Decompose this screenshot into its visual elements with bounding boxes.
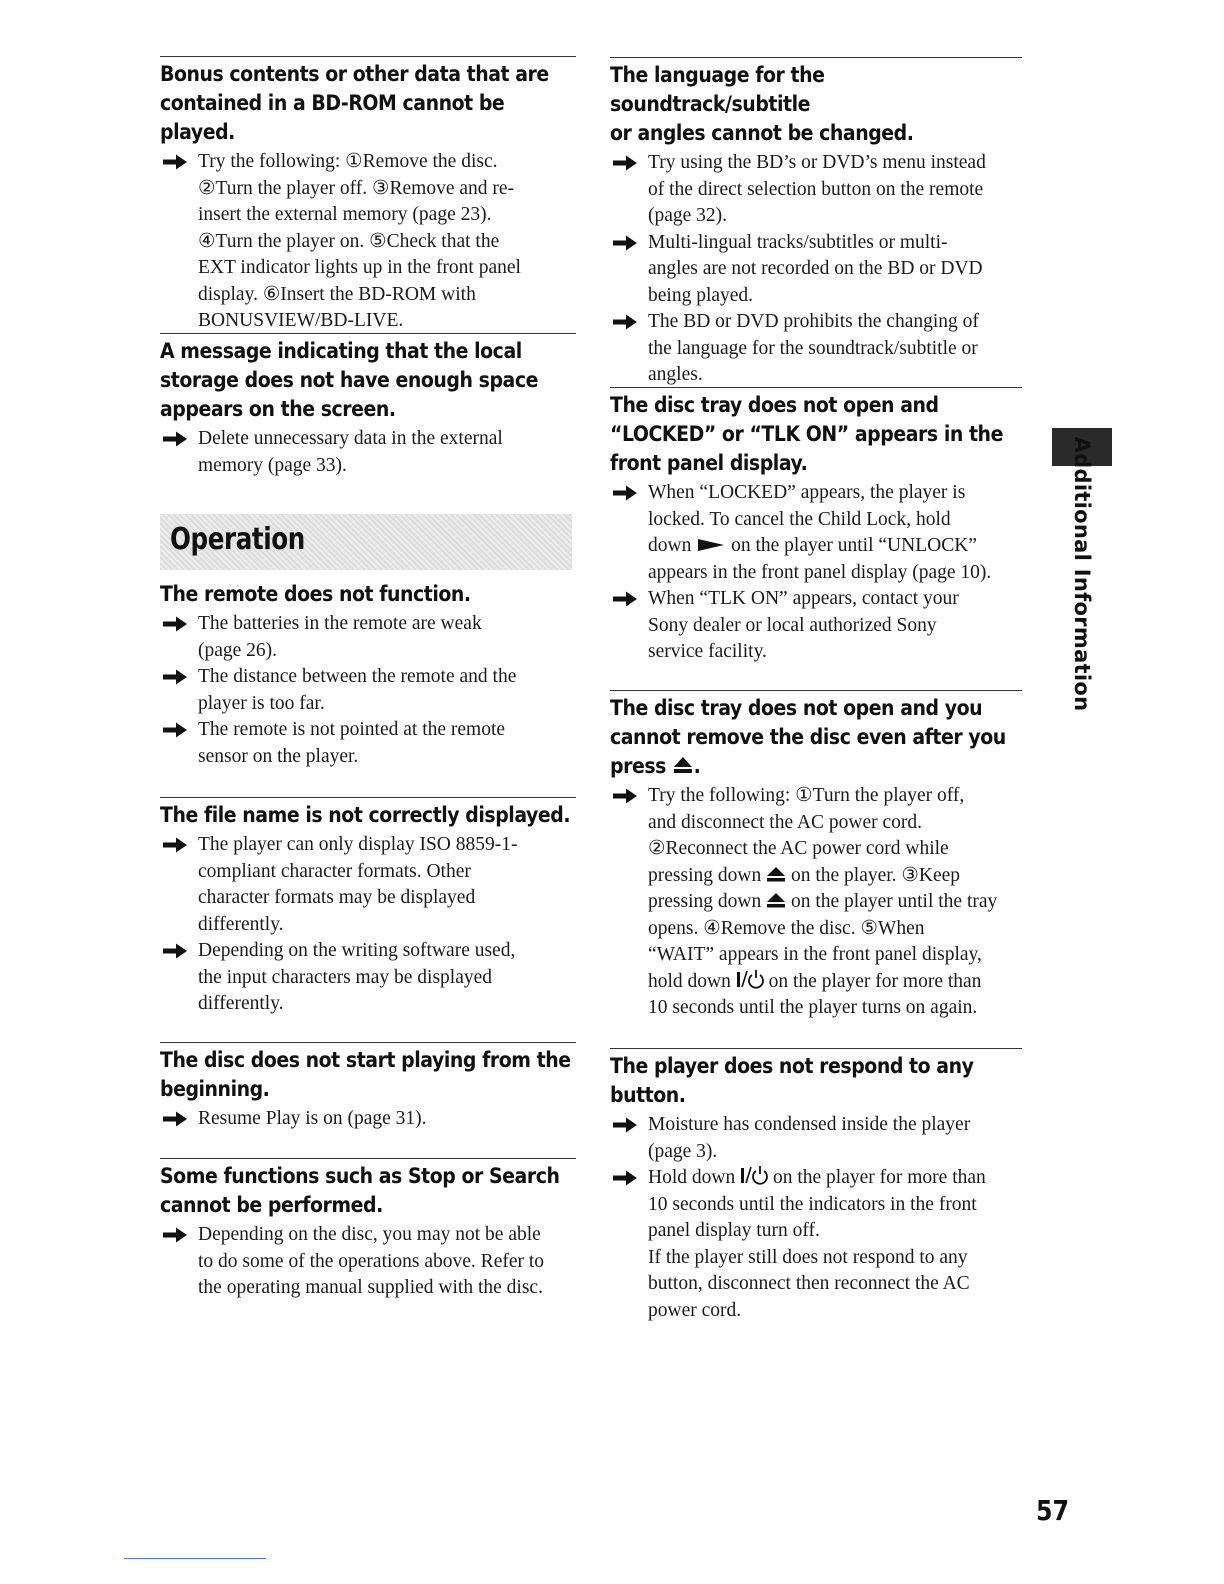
right-arrow-icon: [612, 484, 638, 502]
list-item: Depending on the writing software used, the input characters may be displayed differently.: [160, 938, 576, 1018]
eject-icon: [766, 892, 786, 909]
eject-icon: [672, 755, 694, 775]
right-arrow-icon: [612, 154, 638, 172]
list-item: The batteries in the remote are weak (page 26).: [160, 611, 576, 664]
play-icon: [696, 537, 726, 553]
right-arrow-icon: [612, 787, 638, 805]
right-arrow-icon: [162, 1110, 188, 1128]
list-item: Hold down on the player for more than 10 seconds until the indicators in the front panel display turn off.: [610, 1165, 1022, 1245]
section-heading: The disc does not start playing from the beginning.: [160, 1048, 571, 1101]
section-divider: [610, 1048, 1022, 1049]
list-item: When “LOCKED” appears, the player is locked. To cancel the Child Lock, hold down on the player until “UNLOCK” appears in the front panel display (page 10).: [610, 480, 1022, 586]
section-no-response: [610, 1048, 1022, 1324]
right-arrow-icon: [162, 430, 188, 448]
section-language: [610, 57, 1022, 389]
section-heading: The remote does not function.: [160, 582, 471, 606]
footer-divider: [124, 1558, 266, 1559]
right-arrow-icon: [162, 153, 188, 171]
chapter-side-label: Additional Information: [1070, 436, 1094, 712]
right-arrow-icon: [162, 942, 188, 960]
page-number: 57: [1036, 1494, 1070, 1527]
list-item: When “TLK ON” appears, contact your Sony dealer or local authorized Sony service facility.: [610, 586, 1022, 666]
section-heading: Bonus contents or other data that are contained in a BD-ROM cannot be played.: [160, 62, 549, 144]
right-arrow-icon: [612, 1116, 638, 1134]
list-item: Multi-lingual tracks/subtitles or multi- angles are not recorded on the BD or DVD being played.: [610, 230, 1022, 310]
power-icon: [740, 1165, 768, 1185]
right-arrow-icon: [162, 721, 188, 739]
right-arrow-icon: [162, 668, 188, 686]
list-item: Moisture has condensed inside the player (page 3).: [610, 1112, 1022, 1165]
section-tray-locked: [610, 387, 1022, 666]
note-paragraph: If the player still does not respond to any button, disconnect then reconnect the AC power cord.: [648, 1246, 970, 1321]
section-file-name: [160, 797, 576, 1018]
section-heading: The disc tray does not open and “LOCKED” or “TLK ON” appears in the front panel display.: [610, 393, 1003, 475]
section-stop-search: [160, 1158, 576, 1302]
list-item: Try the following: ①Turn the player off, and disconnect the AC power cord. ②Reconnect the AC power cord while pressing down on the player. ③Keep pressing down on the player until the tray opens. ④Remove the disc. ⑤When “WAIT” appears in the front panel display, hold down on the player for more than 10 seconds until the player turns on again.: [610, 783, 1022, 1022]
eject-icon: [766, 866, 786, 883]
section-heading: The language for the soundtrack/subtitle or angles cannot be changed.: [610, 63, 914, 145]
section-bonus-contents: [160, 56, 576, 335]
list-item: The player can only display ISO 8859-1- compliant character formats. Other character formats may be displayed differently.: [160, 832, 576, 938]
list-item: The distance between the remote and the player is too far.: [160, 664, 576, 717]
section-heading: The file name is not correctly displayed.: [160, 803, 571, 827]
right-arrow-icon: [612, 590, 638, 608]
operation-title: Operation: [170, 522, 305, 557]
list-item: The remote is not pointed at the remote sensor on the player.: [160, 717, 576, 770]
right-arrow-icon: [162, 836, 188, 854]
power-icon: [736, 969, 764, 989]
section-heading: Some functions such as Stop or Search cannot be performed.: [160, 1164, 560, 1217]
list-item: Depending on the disc, you may not be able to do some of the operations above. Refer to the operating manual supplied with the disc.: [160, 1222, 576, 1302]
section-divider: [610, 690, 1022, 691]
list-item: The BD or DVD prohibits the changing of the language for the soundtrack/subtitle or angles.: [610, 309, 1022, 389]
section-divider: [160, 1158, 576, 1159]
section-divider: [610, 387, 1022, 388]
list-item: Try using the BD’s or DVD’s menu instead of the direct selection button on the remote (page 32).: [610, 150, 1022, 230]
section-local-storage: [160, 333, 576, 479]
section-divider: [610, 57, 1022, 58]
section-divider: [160, 797, 576, 798]
right-arrow-icon: [612, 234, 638, 252]
section-tray-cannot-remove: [610, 690, 1022, 1022]
section-divider: [160, 56, 576, 57]
section-heading: The player does not respond to any button.: [610, 1054, 974, 1107]
section-heading: The disc tray does not open and you cannot remove the disc even after you press .: [610, 696, 1006, 778]
right-arrow-icon: [612, 313, 638, 331]
right-arrow-icon: [162, 1226, 188, 1244]
section-heading: A message indicating that the local storage does not have enough space appears on the screen.: [160, 339, 538, 421]
right-arrow-icon: [162, 615, 188, 633]
section-divider: [160, 1042, 576, 1043]
list-item: Delete unnecessary data in the external memory (page 33).: [160, 426, 576, 479]
section-divider: [160, 333, 576, 334]
operation-section-band: [160, 514, 572, 570]
section-remote: [160, 580, 576, 770]
list-item: Resume Play is on (page 31).: [160, 1106, 576, 1133]
section-resume-play: [160, 1042, 576, 1133]
list-item: Try the following: ①Remove the disc. ②Turn the player off. ③Remove and re- insert the external memory (page 23). ④Turn the player on. ⑤Check that the EXT indicator lights up in the front panel display. ⑥Insert the BD-ROM with BONUSVIEW/BD-LIVE.: [160, 149, 576, 335]
right-arrow-icon: [612, 1169, 638, 1187]
